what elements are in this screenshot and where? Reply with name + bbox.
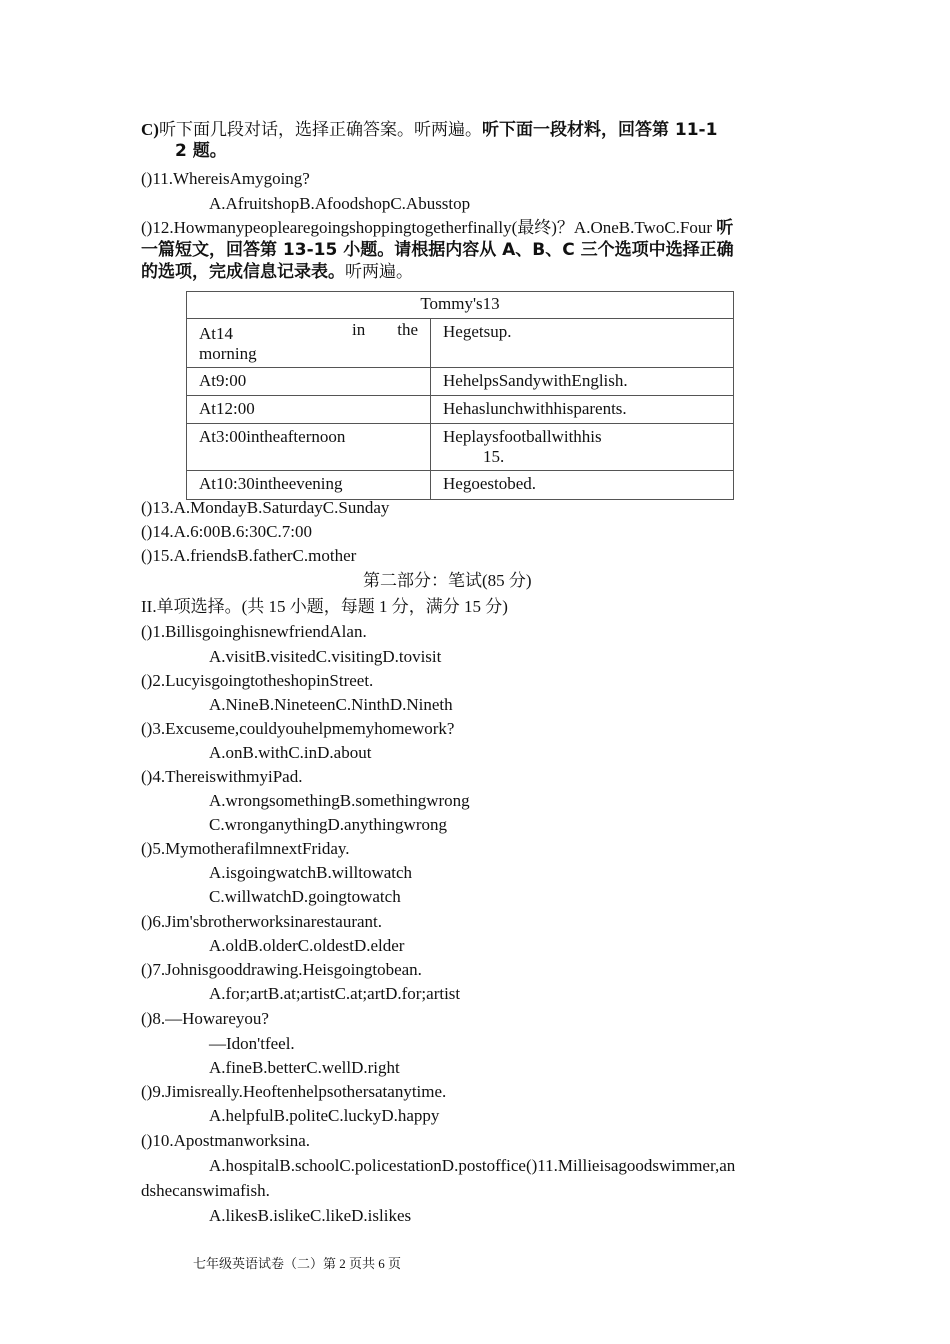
mc-q7-stem: ()7.Johnisgooddrawing.Heisgoingtobean. <box>141 960 422 979</box>
q11-options: A.AfruitshopB.AfoodshopC.Abusstop <box>209 194 471 213</box>
passage-instruction-cont: 的选项，完成信息记录表。听两遍。 <box>141 262 413 282</box>
mc-q9-stem: ()9.Jimisreally.Heoftenhelpsothersatanytime. <box>141 1082 447 1101</box>
table-cell-time: At14 in the morning <box>187 319 431 368</box>
section-c-instruction-cont: 2 题。 <box>175 141 227 161</box>
table-cell-activity: Hegetsup. <box>431 319 734 368</box>
q13: ()13.A.MondayB.SaturdayC.Sunday <box>141 498 390 517</box>
mc-q1-stem: ()1.BillisgoinghisnewfriendAlan. <box>141 622 367 641</box>
section-ii-title: II.单项选择。(共 15 小题，每题 1 分，满分 15 分) <box>141 597 508 616</box>
table-cell-activity: Hegoestobed. <box>431 471 734 500</box>
mc-q6-stem: ()6.Jim'sbrotherworksinarestaurant. <box>141 912 382 931</box>
section-c-label: C) <box>141 120 159 139</box>
mc-q3-options: A.onB.withC.inD.about <box>209 743 372 762</box>
part-two-title: 第二部分：笔试(85 分) <box>363 571 532 590</box>
table-cell-time: At3:00intheafternoon <box>187 424 431 471</box>
mc-q4-options-2: C.wronganythingD.anythingwrong <box>209 815 447 834</box>
mc-q6-options: A.oldB.olderC.oldestD.elder <box>209 936 405 955</box>
section-c-instruction: C)听下面几段对话，选择正确答案。听两遍。听下面一段材料，回答第 11-1 <box>141 120 718 140</box>
page-footer: 七年级英语试卷（二）第 2 页共 6 页 <box>193 1256 402 1271</box>
table-cell-time: At9:00 <box>187 368 431 396</box>
mc-q10-options: A.hospitalB.schoolC.policestationD.postoffice()11.Millieisagoodswimmer,an <box>209 1156 736 1175</box>
passage-instruction: 一篇短文，回答第 13-15 小题。请根据内容从 A、B、C 三个选项中选择正确 <box>141 240 734 260</box>
table-cell-time: At12:00 <box>187 396 431 424</box>
info-record-table <box>186 291 734 500</box>
mc-q11-stem: dshecanswimafish. <box>141 1181 270 1200</box>
mc-q5-options: A.isgoingwatchB.willtowatch <box>209 863 413 882</box>
mc-q8-reply: —Idon'tfeel. <box>209 1034 295 1053</box>
mc-q5-stem: ()5.MymotherafilmnextFriday. <box>141 839 350 858</box>
mc-q7-options: A.for;artB.at;artistC.at;artD.for;artist <box>209 984 461 1003</box>
q15: ()15.A.friendsB.fatherC.mother <box>141 546 357 565</box>
mc-q11-options: A.likesB.islikeC.likeD.islikes <box>209 1206 412 1225</box>
mc-q8-options: A.fineB.betterC.wellD.right <box>209 1058 400 1077</box>
q12-stem: ()12.Howmanypeoplearegoingshoppingtogetherfinally(最终)？A.OneB.TwoC.Four 听 <box>141 218 734 238</box>
mc-q3-stem: ()3.Excuseme,couldyouhelpmemyhomework? <box>141 719 455 738</box>
table-cell-activity: HehelpsSandywithEnglish. <box>431 368 734 396</box>
mc-q2-options: A.NineB.NineteenC.NinthD.Nineth <box>209 695 453 714</box>
q14: ()14.A.6:00B.6:30C.7:00 <box>141 522 312 541</box>
mc-q9-options: A.helpfulB.politeC.luckyD.happy <box>209 1106 440 1125</box>
mc-q5-options-2: C.willwatchD.goingtowatch <box>209 887 401 906</box>
q11-stem: ()11.WhereisAmygoing? <box>141 169 310 188</box>
mc-q8-stem: ()8.—Howareyou? <box>141 1009 269 1028</box>
mc-q2-stem: ()2.LucyisgoingtotheshopinStreet. <box>141 671 374 690</box>
mc-q1-options: A.visitB.visitedC.visitingD.tovisit <box>209 647 442 666</box>
table-title: Tommy's13 <box>187 292 734 319</box>
mc-q4-stem: ()4.ThereiswithmyiPad. <box>141 767 303 786</box>
table-cell-activity: Heplaysfootballwithhis 15. <box>431 424 734 471</box>
mc-q10-stem: ()10.Apostmanworksina. <box>141 1131 311 1150</box>
mc-q4-options: A.wrongsomethingB.somethingwrong <box>209 791 470 810</box>
table-cell-time: At10:30intheevening <box>187 471 431 500</box>
table-cell-activity: Hehaslunchwithhisparents. <box>431 396 734 424</box>
